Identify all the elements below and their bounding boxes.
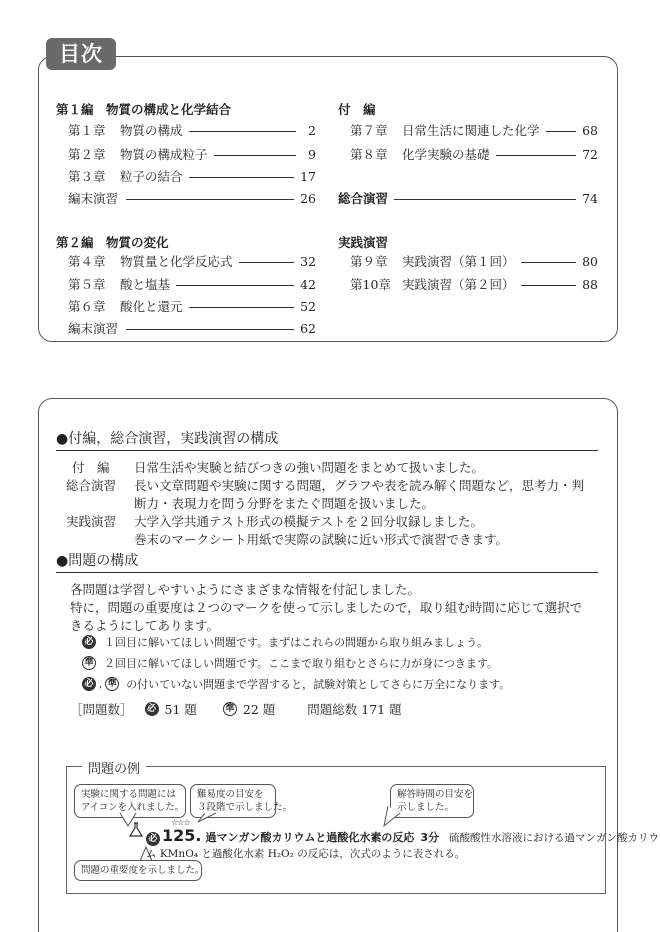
example-problem-line	[146, 826, 659, 846]
problem-counts: ［問題数］ 必 51 題 準 22 題 問題総数 171 題	[70, 702, 402, 717]
toc-part-title: 付 編	[338, 102, 376, 117]
term-label: 実践演習	[66, 514, 117, 529]
hitsu-mark-icon: 必	[82, 635, 96, 649]
toc-entry[interactable]: 第10章 実践演習（第２回） 88	[350, 276, 598, 292]
body-text: 各問題は学習しやすいようにさまざまな情報を付記しました。	[70, 582, 421, 597]
toc-part-title: 第１編 物質の構成と化学結合	[56, 102, 232, 117]
term-desc: 断力・表現力を問う分野をまたぐ問題を扱いました。	[134, 496, 435, 511]
problem-text: 硫酸酸性水溶液における過マンガン酸カリウ	[449, 832, 660, 844]
toc-entry[interactable]: 第３章 粒子の結合 17	[68, 168, 316, 184]
toc-entry[interactable]: 第４章 物質量と化学反応式 32	[68, 253, 316, 269]
problem-text: ム KMnO₄ と過酸化水素 H₂O₂ の反応は，次式のように表される。	[146, 848, 466, 860]
example-title: 問題の例	[82, 758, 146, 777]
jun-mark-icon: 準	[82, 656, 96, 670]
jun-mark-icon: 準	[223, 702, 237, 716]
flask-icon	[128, 822, 144, 838]
toc-title: 目次	[46, 38, 116, 70]
problem-title: 過マンガン酸カリウムと過酸化水素の反応	[205, 831, 415, 844]
jun-mark-icon: 準	[105, 677, 119, 691]
callout-time: 解答時間の目安を 示しました。	[390, 784, 474, 818]
section-heading: ●問題の構成	[56, 553, 139, 569]
problem-number: 125.	[162, 826, 202, 845]
callout-importance: 問題の重要度を示しました。	[74, 860, 202, 881]
callout-difficulty: 難易度の目安を ３段階で示しました。	[190, 784, 276, 818]
term-desc: 大学入学共通テスト形式の模擬テストを２回分収録しました。	[134, 514, 484, 529]
toc-entry[interactable]: 第２章 物質の構成粒子 9	[68, 146, 316, 162]
difficulty-stars: ☆☆☆	[171, 818, 190, 827]
toc-entry-general[interactable]: 総合演習 74	[338, 190, 598, 206]
toc-entry[interactable]: 編末演習 62	[68, 320, 316, 336]
term-desc: 巻末のマークシート用紙で実際の試験に近い形式で演習できます。	[134, 532, 509, 547]
term-desc: 日常生活や実験と結びつきの強い問題をまとめて扱いました。	[134, 460, 485, 475]
toc-part-title: 第２編 物質の変化	[56, 235, 169, 250]
problem-time: 3分	[420, 831, 440, 844]
toc-entry[interactable]: 第８章 化学実験の基礎 72	[350, 146, 598, 162]
body-text: きるようにしてあります。	[70, 618, 220, 633]
hitsu-mark-icon: 必	[146, 832, 160, 846]
body-text: 特に，問題の重要度は２つのマークを使って示しましたので，取り組む時間に応じて選択で	[70, 600, 583, 615]
toc-entry[interactable]: 編末演習 26	[68, 190, 316, 206]
toc-entry[interactable]: 第９章 実践演習（第１回） 80	[350, 253, 598, 269]
term-desc: 長い文章問題や実験に関する問題，グラフや表を読み解く問題など，思考力・判	[134, 478, 585, 493]
mark-explanation: 必 , 準 の付いていない問題まで学習すると，試験対策としてさらに万全になります。	[82, 676, 510, 692]
toc-entry[interactable]: 第５章 酸と塩基 42	[68, 276, 316, 292]
callout-experiment: 実験に関する問題には アイコンを入れました。	[74, 784, 186, 818]
toc-entry[interactable]: 第１章 物質の構成 2	[68, 122, 316, 138]
hitsu-mark-icon: 必	[145, 702, 159, 716]
term-label: 総合演習	[66, 478, 117, 493]
section-heading: ●付編，総合演習，実践演習の構成	[56, 431, 279, 447]
mark-explanation: 必 １回目に解いてほしい問題です。まずはこれらの問題から取り組みましょう。	[82, 634, 488, 650]
toc-entry[interactable]: 第７章 日常生活に関連した化学 68	[350, 122, 598, 138]
toc-part-title: 実践演習	[338, 235, 389, 250]
term-label: 付 編	[72, 460, 110, 475]
hitsu-mark-icon: 必	[82, 677, 96, 691]
toc-entry[interactable]: 第６章 酸化と還元 52	[68, 298, 316, 314]
mark-explanation: 準 ２回目に解いてほしい問題です。ここまで取り組むとさらに力が身につきます。	[82, 655, 498, 671]
